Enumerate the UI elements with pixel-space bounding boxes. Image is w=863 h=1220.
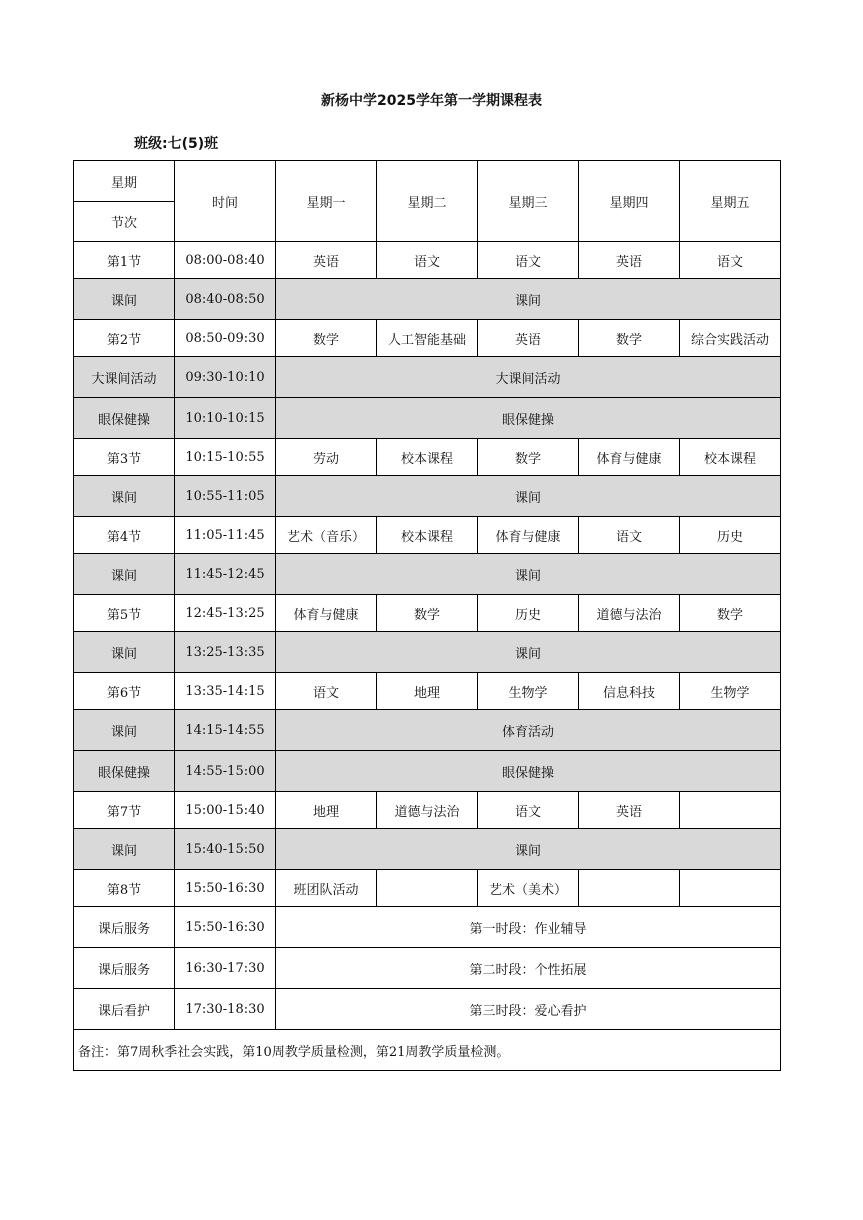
activity-cell: 课间 (276, 829, 781, 870)
time-cell: 09:30-10:10 (175, 357, 276, 398)
course-cell: 数学 (680, 595, 781, 632)
schedule-row (74, 320, 781, 357)
course-cell: 英语 (478, 320, 579, 357)
course-cell: 数学 (579, 320, 680, 357)
time-cell: 13:25-13:35 (175, 632, 276, 673)
activity-cell: 第三时段：爱心看护 (276, 989, 781, 1030)
course-cell: 体育与健康 (478, 517, 579, 554)
note-row (74, 1030, 781, 1071)
schedule-row (74, 476, 781, 517)
activity-cell: 课间 (276, 632, 781, 673)
course-cell: 人工智能基础 (377, 320, 478, 357)
day-header: 星期四 (579, 161, 680, 242)
course-cell: 数学 (377, 595, 478, 632)
period-cell: 第6节 (74, 673, 175, 710)
course-cell: 语文 (276, 673, 377, 710)
period-cell: 课间 (74, 829, 175, 870)
period-cell: 第5节 (74, 595, 175, 632)
weekday-header: 星期 (74, 161, 175, 202)
period-cell: 课间 (74, 710, 175, 751)
time-cell: 08:40-08:50 (175, 279, 276, 320)
course-cell: 语文 (377, 242, 478, 279)
course-cell: 英语 (276, 242, 377, 279)
time-cell: 15:50-16:30 (175, 870, 276, 907)
period-cell: 课后看护 (74, 989, 175, 1030)
course-cell: 语文 (579, 517, 680, 554)
period-cell: 第4节 (74, 517, 175, 554)
time-cell: 13:35-14:15 (175, 673, 276, 710)
course-cell: 历史 (680, 517, 781, 554)
period-cell: 课间 (74, 554, 175, 595)
schedule-row (74, 554, 781, 595)
activity-cell: 课间 (276, 476, 781, 517)
course-cell: 语文 (478, 242, 579, 279)
course-cell: 道德与法治 (579, 595, 680, 632)
note-text: 备注：第7周秋季社会实践，第10周教学质量检测，第21周教学质量检测。 (74, 1030, 781, 1071)
time-cell: 14:55-15:00 (175, 751, 276, 792)
course-cell: 校本课程 (377, 439, 478, 476)
day-header: 星期三 (478, 161, 579, 242)
period-cell: 眼保健操 (74, 398, 175, 439)
course-cell (377, 870, 478, 907)
time-cell: 15:40-15:50 (175, 829, 276, 870)
time-cell: 10:55-11:05 (175, 476, 276, 517)
schedule-row (74, 829, 781, 870)
course-cell: 体育与健康 (276, 595, 377, 632)
course-cell: 综合实践活动 (680, 320, 781, 357)
period-cell: 第8节 (74, 870, 175, 907)
period-cell: 课间 (74, 476, 175, 517)
course-cell: 英语 (579, 792, 680, 829)
period-cell: 课后服务 (74, 907, 175, 948)
activity-cell: 课间 (276, 279, 781, 320)
schedule-row (74, 357, 781, 398)
schedule-row (74, 242, 781, 279)
course-cell (680, 792, 781, 829)
schedule-row (74, 751, 781, 792)
course-cell: 艺术（音乐） (276, 517, 377, 554)
schedule-row (74, 907, 781, 948)
activity-cell: 眼保健操 (276, 398, 781, 439)
schedule-row (74, 398, 781, 439)
day-header: 星期一 (276, 161, 377, 242)
course-cell: 劳动 (276, 439, 377, 476)
period-cell: 课间 (74, 632, 175, 673)
activity-cell: 课间 (276, 554, 781, 595)
time-cell: 15:00-15:40 (175, 792, 276, 829)
time-cell: 08:50-09:30 (175, 320, 276, 357)
course-cell: 语文 (680, 242, 781, 279)
period-cell: 第2节 (74, 320, 175, 357)
course-cell: 信息科技 (579, 673, 680, 710)
schedule-row (74, 948, 781, 989)
period-header: 节次 (74, 202, 175, 242)
course-cell (579, 870, 680, 907)
schedule-row (74, 279, 781, 320)
course-cell: 生物学 (680, 673, 781, 710)
course-cell: 校本课程 (377, 517, 478, 554)
schedule-row (74, 439, 781, 476)
schedule-row (74, 989, 781, 1030)
period-cell: 眼保健操 (74, 751, 175, 792)
course-cell: 历史 (478, 595, 579, 632)
schedule-table (73, 160, 781, 1071)
period-cell: 课间 (74, 279, 175, 320)
course-cell: 语文 (478, 792, 579, 829)
course-cell: 数学 (276, 320, 377, 357)
schedule-row (74, 673, 781, 710)
course-cell: 艺术（美术） (478, 870, 579, 907)
period-cell: 第1节 (74, 242, 175, 279)
period-cell: 课后服务 (74, 948, 175, 989)
activity-cell: 体育活动 (276, 710, 781, 751)
schedule-row (74, 792, 781, 829)
time-header: 时间 (175, 161, 276, 242)
class-label: 班级:七(5)班 (134, 136, 219, 152)
course-cell: 数学 (478, 439, 579, 476)
time-cell: 17:30-18:30 (175, 989, 276, 1030)
period-cell: 第7节 (74, 792, 175, 829)
time-cell: 10:10-10:15 (175, 398, 276, 439)
course-cell (680, 870, 781, 907)
day-header: 星期五 (680, 161, 781, 242)
schedule-row (74, 517, 781, 554)
course-cell: 英语 (579, 242, 680, 279)
activity-cell: 第二时段：个性拓展 (276, 948, 781, 989)
time-cell: 15:50-16:30 (175, 907, 276, 948)
activity-cell: 第一时段：作业辅导 (276, 907, 781, 948)
time-cell: 11:45-12:45 (175, 554, 276, 595)
time-cell: 08:00-08:40 (175, 242, 276, 279)
page-title: 新杨中学2025学年第一学期课程表 (321, 93, 542, 109)
schedule-row (74, 595, 781, 632)
activity-cell: 大课间活动 (276, 357, 781, 398)
activity-cell: 眼保健操 (276, 751, 781, 792)
period-cell: 大课间活动 (74, 357, 175, 398)
course-cell: 校本课程 (680, 439, 781, 476)
time-cell: 12:45-13:25 (175, 595, 276, 632)
day-header: 星期二 (377, 161, 478, 242)
header-row (74, 161, 781, 202)
schedule-row (74, 710, 781, 751)
schedule-row (74, 632, 781, 673)
course-cell: 道德与法治 (377, 792, 478, 829)
time-cell: 10:15-10:55 (175, 439, 276, 476)
time-cell: 11:05-11:45 (175, 517, 276, 554)
course-cell: 班团队活动 (276, 870, 377, 907)
period-cell: 第3节 (74, 439, 175, 476)
course-cell: 地理 (276, 792, 377, 829)
course-cell: 生物学 (478, 673, 579, 710)
schedule-row (74, 870, 781, 907)
course-cell: 地理 (377, 673, 478, 710)
course-cell: 体育与健康 (579, 439, 680, 476)
time-cell: 14:15-14:55 (175, 710, 276, 751)
time-cell: 16:30-17:30 (175, 948, 276, 989)
